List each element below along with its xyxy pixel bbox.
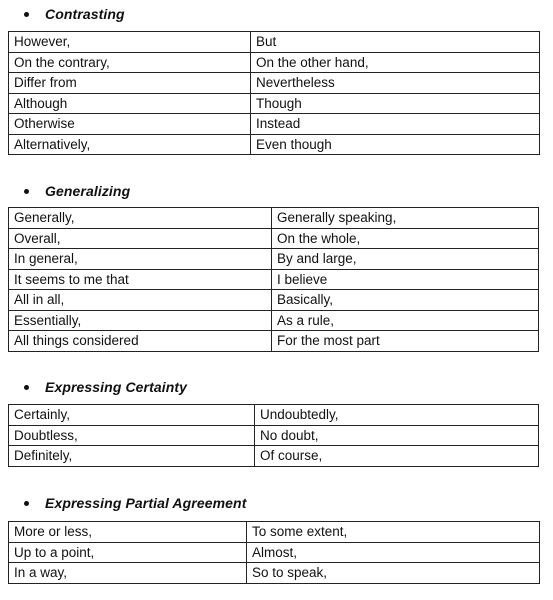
table-cell: Although [9, 93, 251, 114]
table-cell: Alternatively, [9, 134, 251, 155]
table-row [9, 93, 540, 114]
phrase-table [8, 404, 539, 467]
table-cell: Undoubtedly, [255, 405, 539, 426]
section-heading [24, 181, 130, 201]
table-row [9, 522, 540, 543]
table-cell: But [251, 32, 540, 53]
table-cell: Differ from [9, 73, 251, 94]
table-cell: As a rule, [272, 310, 539, 331]
table-cell: To some extent, [247, 522, 540, 543]
table-cell: Nevertheless [251, 73, 540, 94]
table-cell: Up to a point, [9, 542, 247, 563]
table-cell: All things considered [9, 331, 272, 352]
table-cell: No doubt, [255, 425, 539, 446]
table-row [9, 290, 539, 311]
table-row [9, 52, 540, 73]
table-cell: By and large, [272, 249, 539, 270]
table-row [9, 331, 539, 352]
table-cell: Certainly, [9, 405, 255, 426]
phrase-table [8, 31, 540, 155]
table-cell: So to speak, [247, 563, 540, 584]
bullet-icon [24, 501, 29, 506]
bullet-icon [24, 12, 29, 17]
table-cell: Definitely, [9, 446, 255, 467]
table-row [9, 542, 540, 563]
table-cell: Essentially, [9, 310, 272, 331]
table-row [9, 249, 539, 270]
table-row [9, 73, 540, 94]
table-cell: Doubtless, [9, 425, 255, 446]
section-title: Expressing Partial Agreement [45, 495, 247, 511]
table-cell: Generally speaking, [272, 208, 539, 229]
table-cell: In a way, [9, 563, 247, 584]
table-row [9, 269, 539, 290]
table-cell: For the most part [272, 331, 539, 352]
phrase-table [8, 207, 539, 352]
table-cell: In general, [9, 249, 272, 270]
phrase-table [8, 521, 540, 584]
table-row [9, 114, 540, 135]
section-title: Expressing Certainty [45, 379, 188, 395]
table-cell: All in all, [9, 290, 272, 311]
table-row [9, 405, 539, 426]
table-cell: Basically, [272, 290, 539, 311]
section-heading [24, 4, 125, 24]
table-row [9, 310, 539, 331]
table-row [9, 425, 539, 446]
table-cell: Otherwise [9, 114, 251, 135]
table-cell: It seems to me that [9, 269, 272, 290]
table-cell: Overall, [9, 228, 272, 249]
table-row [9, 32, 540, 53]
table-cell: On the other hand, [251, 52, 540, 73]
bullet-icon [24, 189, 29, 194]
table-cell: I believe [272, 269, 539, 290]
table-cell: Even though [251, 134, 540, 155]
table-row [9, 446, 539, 467]
table-cell: Though [251, 93, 540, 114]
table-cell: However, [9, 32, 251, 53]
section-heading [24, 493, 246, 513]
table-cell: On the contrary, [9, 52, 251, 73]
section-heading [24, 377, 187, 397]
table-cell: On the whole, [272, 228, 539, 249]
table-row [9, 134, 540, 155]
table-row [9, 228, 539, 249]
table-cell: Generally, [9, 208, 272, 229]
table-cell: Instead [251, 114, 540, 135]
section-title: Generalizing [45, 183, 131, 199]
table-cell: Of course, [255, 446, 539, 467]
bullet-icon [24, 385, 29, 390]
table-cell: More or less, [9, 522, 247, 543]
table-cell: Almost, [247, 542, 540, 563]
table-row [9, 208, 539, 229]
table-row [9, 563, 540, 584]
section-title: Contrasting [45, 6, 125, 22]
